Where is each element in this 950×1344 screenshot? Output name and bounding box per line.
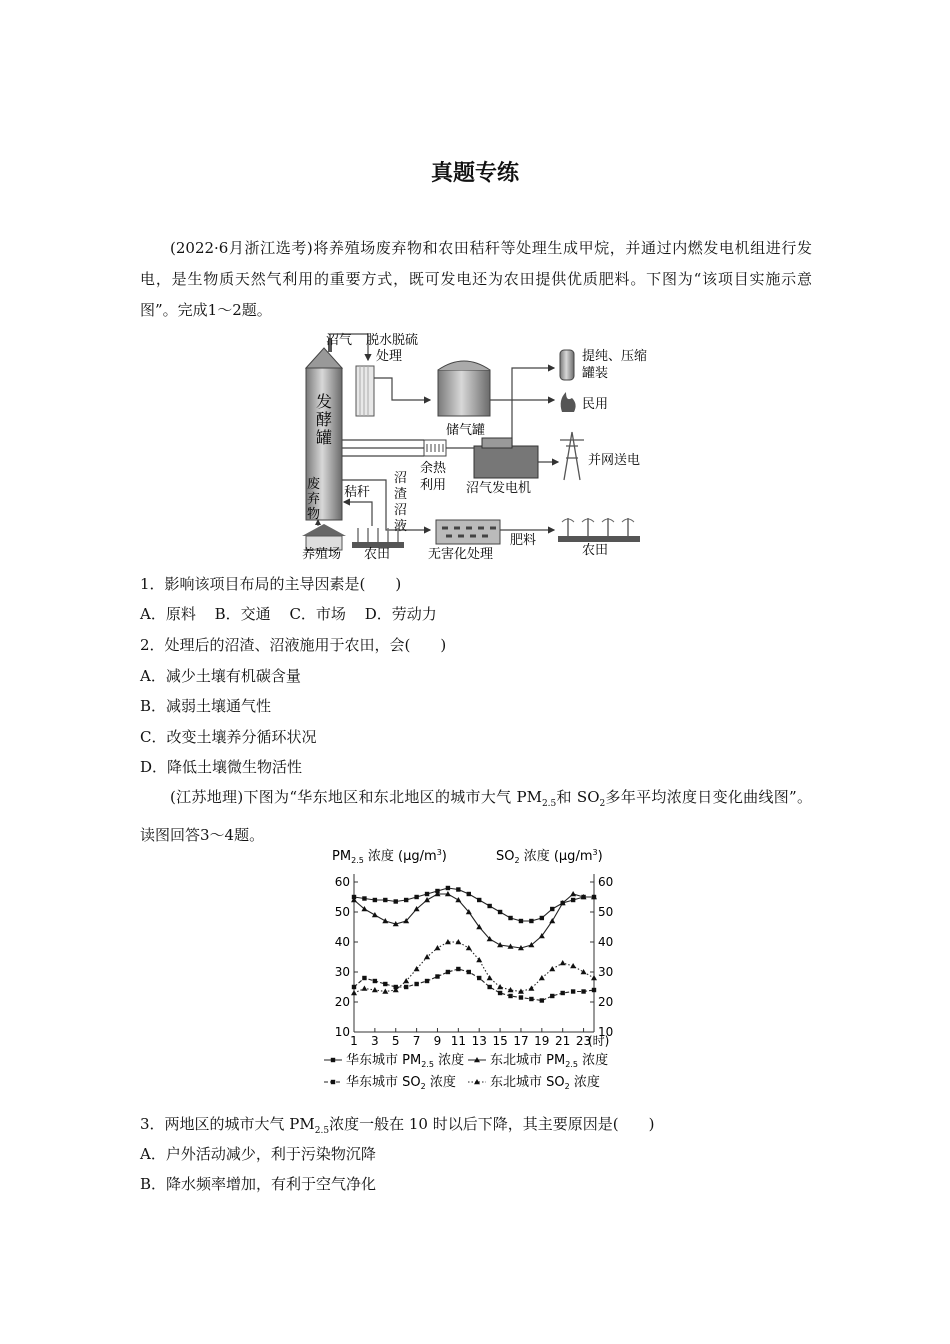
label-waste-1: 废 — [307, 477, 321, 492]
series-3-point — [508, 994, 512, 998]
label-residue-1: 沼 — [394, 471, 408, 486]
series-1-point — [414, 895, 418, 899]
series-1-point — [446, 886, 450, 890]
series-4-point — [549, 966, 555, 971]
label-generator: 沼气发电机 — [466, 481, 532, 496]
question-1-options — [140, 604, 451, 624]
biogas-project-diagram — [296, 330, 676, 562]
label-civil: 民用 — [582, 397, 609, 412]
series-2-point — [497, 942, 503, 947]
series-4-point — [487, 975, 493, 980]
series-1-point — [394, 899, 398, 903]
series-1-point — [456, 887, 460, 891]
label-heat-2: 利用 — [420, 478, 447, 493]
q1-option-c[interactable]: C．市场 — [289, 605, 346, 623]
series-3-point — [404, 985, 408, 989]
field-icon-2 — [558, 518, 640, 542]
series-4-point — [581, 969, 587, 974]
series-4-point — [539, 975, 545, 980]
series-3-point — [519, 995, 523, 999]
series-3-point — [362, 976, 366, 980]
series-2-point — [549, 918, 555, 923]
series-4-point — [382, 989, 388, 994]
legend-marker-1 — [331, 1058, 335, 1062]
label-purify-1: 提纯、压缩 — [582, 349, 648, 364]
y-tick-label-right: 20 — [598, 995, 614, 1009]
y-tick-label-right: 10 — [598, 1025, 614, 1039]
y-tick-label-right: 40 — [598, 935, 614, 949]
series-line-3 — [354, 969, 594, 1001]
series-3-point — [456, 967, 460, 971]
x-tick-label: 15 — [492, 1034, 508, 1048]
q2-option-d[interactable]: D．降低土壤微生物活性 — [140, 758, 303, 776]
series-4-point — [434, 945, 440, 950]
q3-stem-b: 浓度一般在 10 时以后下降，其主要原因是( ) — [329, 1115, 655, 1133]
series-1-point — [425, 892, 429, 896]
q2-option-c[interactable]: C．改变土壤养分循环状况 — [140, 728, 317, 746]
storage-tank — [438, 361, 490, 416]
question-1-stem: 1．影响该项目布局的主导因素是( ) — [140, 575, 402, 593]
y-tick-label-right: 30 — [598, 965, 614, 979]
series-2-point — [424, 897, 430, 902]
intro2-sub-2: 2 — [599, 799, 606, 809]
series-1-point — [508, 916, 512, 920]
series-3-point — [550, 994, 554, 998]
label-field-2: 农田 — [582, 543, 609, 558]
generator — [474, 438, 538, 478]
series-line-1 — [354, 888, 594, 921]
series-2-point — [455, 897, 461, 902]
gas-cylinder-icon — [560, 350, 574, 380]
series-3-point — [540, 998, 544, 1002]
series-2-point — [382, 918, 388, 923]
label-purify-2: 罐装 — [582, 366, 609, 381]
q3-stem-sub: 2.5 — [314, 1126, 330, 1136]
x-tick-label: 1 — [350, 1034, 358, 1048]
x-tick-label: 3 — [371, 1034, 379, 1048]
label-biogas: 沼气 — [326, 333, 353, 348]
intro-paragraph-1: (2022·6月浙江选考)将养殖场废弃物和农田秸秆等处理生成甲烷，并通过内燃发电机组进行发电，是生物质天然气利用的重要方式，既可发电还为农田提供优质肥料。下图为“该项目实施示意图”。完成1～2题。 — [140, 239, 812, 319]
series-3-point — [352, 985, 356, 989]
series-3-point — [571, 989, 575, 993]
series-4-point — [414, 966, 420, 971]
series-3-point — [425, 979, 429, 983]
series-4-point — [351, 990, 357, 995]
y-tick-label-left: 40 — [334, 935, 350, 949]
label-tank-1: 发 — [315, 392, 333, 411]
label-residue-3: 沼 — [394, 503, 408, 518]
q3-option-a[interactable]: A．户外活动减少，利于污染物沉降 — [140, 1145, 376, 1163]
intro2-part-a: (江苏地理)下图为“华东地区和东北地区的城市大气 PM — [170, 788, 542, 806]
question-3-stem — [140, 1114, 654, 1141]
series-3-point — [373, 979, 377, 983]
x-tick-label: 23 — [575, 1034, 592, 1048]
label-straw: 秸秆 — [344, 485, 371, 500]
series-line-4 — [354, 942, 594, 993]
question-2-stem: 2．处理后的沼渣、沼液施用于农田，会( ) — [140, 636, 447, 654]
series-4-point — [361, 986, 367, 991]
intro-paragraph-2 — [140, 782, 812, 851]
legend-label-3: 华东城市 $SO_2$ 浓度 — [346, 1075, 456, 1091]
y-tick-label-left: 10 — [334, 1025, 350, 1039]
treatment-pit — [436, 520, 500, 544]
q1-option-b[interactable]: B．交通 — [214, 605, 271, 623]
series-1-point — [477, 898, 481, 902]
series-4-point — [466, 945, 472, 950]
series-1-point — [383, 898, 387, 902]
y-tick-label-left: 20 — [334, 995, 350, 1009]
label-residue-4: 液 — [394, 519, 408, 534]
label-residue-2: 渣 — [394, 487, 408, 502]
chart-ylabel-right: $SO_2$ 浓度 $(\mu g/m^3)$ — [496, 848, 603, 865]
flame-icon — [561, 392, 576, 412]
series-1-point — [373, 898, 377, 902]
x-tick-label: 7 — [412, 1034, 421, 1048]
series-4-point — [372, 987, 378, 992]
label-dehydrate-1: 脱水脱硫 — [366, 333, 419, 348]
series-1-point — [540, 916, 544, 920]
label-heat-1: 余热 — [420, 461, 447, 476]
x-tick-label: 9 — [433, 1034, 442, 1048]
power-tower-icon — [560, 432, 584, 480]
series-3-point — [435, 974, 439, 978]
series-1-point — [467, 892, 471, 896]
label-grid: 并网送电 — [588, 453, 641, 468]
series-2-point — [372, 912, 378, 917]
x-unit-label: (时) — [588, 1034, 610, 1048]
q2-option-b[interactable]: B．减弱土壤通气性 — [140, 697, 272, 715]
y-tick-label-right: 60 — [598, 875, 614, 889]
y-tick-label-left: 50 — [334, 905, 350, 919]
x-tick-label: 5 — [391, 1034, 400, 1048]
legend-label-1: 华东城市 $PM_{2.5}$ 浓度 — [346, 1053, 465, 1069]
legend-marker-3 — [331, 1080, 335, 1084]
series-1-point — [550, 907, 554, 911]
dehydration-tower — [356, 366, 374, 416]
series-3-point — [467, 970, 471, 974]
series-3-point — [414, 982, 418, 986]
series-4-point — [528, 986, 534, 991]
series-3-point — [560, 991, 564, 995]
y-tick-label-left: 60 — [334, 875, 350, 889]
series-1-point — [487, 904, 491, 908]
series-4-point — [570, 963, 576, 968]
series-3-point — [383, 982, 387, 986]
q1-option-a[interactable]: A．原料 — [140, 605, 196, 623]
label-field-1: 农田 — [364, 547, 391, 562]
series-1-point — [519, 919, 523, 923]
series-3-point — [487, 985, 491, 989]
label-storage: 储气罐 — [446, 423, 486, 438]
series-1-point — [529, 919, 533, 923]
series-1-point — [404, 898, 408, 902]
x-tick-label: 13 — [471, 1034, 487, 1048]
y-tick-label-right: 50 — [598, 905, 614, 919]
series-3-point — [592, 988, 596, 992]
label-fertilizer: 肥料 — [510, 533, 537, 548]
series-3-point — [498, 991, 502, 995]
series-4-point — [560, 960, 566, 965]
y-tick-label-left: 30 — [334, 965, 350, 979]
label-waste-3: 物 — [307, 507, 321, 522]
legend-label-2: 东北城市 $PM_{2.5}$ 浓度 — [490, 1053, 609, 1069]
series-4-point — [476, 957, 482, 962]
series-1-point — [362, 896, 366, 900]
q3-option-b[interactable]: B．降水频率增加，有利于空气净化 — [140, 1175, 377, 1193]
legend-label-4: 东北城市 $SO_2$ 浓度 — [490, 1075, 600, 1091]
series-2-point — [570, 891, 576, 896]
x-tick-label: 19 — [534, 1034, 550, 1048]
intro2-sub-1: 2.5 — [541, 799, 557, 809]
series-3-point — [446, 970, 450, 974]
series-1-point — [498, 910, 502, 914]
x-tick-label: 21 — [555, 1034, 571, 1048]
label-waste-2: 弃 — [307, 492, 321, 507]
q2-option-a[interactable]: A．减少土壤有机碳含量 — [140, 667, 301, 685]
label-tank-3: 罐 — [315, 428, 333, 447]
intro2-part-c: 多年平均浓度日变化曲线图”。读图回答3～4题。 — [140, 788, 813, 844]
series-3-point — [529, 997, 533, 1001]
intro2-part-b: 和 SO — [556, 788, 600, 806]
x-tick-label: 11 — [450, 1034, 466, 1048]
series-4-point — [497, 984, 503, 989]
q3-stem-a: 3．两地区的城市大气 PM — [140, 1115, 315, 1133]
chart-ylabel-left: $PM_{2.5}$ 浓度 $(\mu g/m^3)$ — [332, 848, 447, 865]
series-line-2 — [354, 894, 594, 948]
label-farm: 养殖场 — [302, 547, 342, 562]
series-3-point — [477, 976, 481, 980]
pm25-so2-chart — [318, 842, 648, 1104]
q1-option-d[interactable]: D．劳动力 — [364, 605, 437, 623]
series-4-point — [591, 975, 597, 980]
label-harmless: 无害化处理 — [428, 547, 494, 562]
series-1-point — [571, 898, 575, 902]
label-tank-2: 酵 — [315, 410, 333, 429]
label-dehydrate-2: 处理 — [376, 349, 403, 364]
series-3-point — [581, 989, 585, 993]
x-tick-label: 17 — [513, 1034, 529, 1048]
page-title: 真题专练 — [430, 161, 519, 186]
